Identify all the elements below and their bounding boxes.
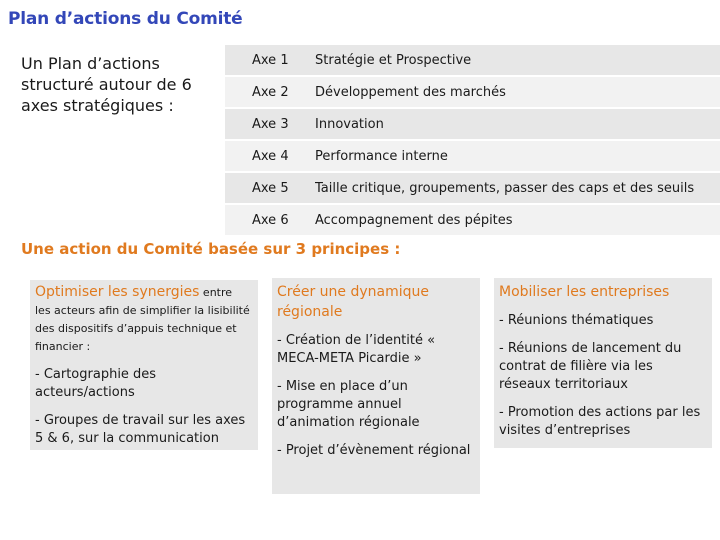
- axe-row: [225, 45, 720, 75]
- axe-row: [225, 205, 720, 235]
- principle-item: - Mise en place d’un programme annuel d’animation régionale: [277, 379, 420, 430]
- axe-number: Axe 5: [252, 180, 289, 196]
- principle-item: - Création de l’identité « MECA-META Picardie »: [277, 333, 436, 366]
- axe-label: Développement des marchés: [315, 84, 506, 100]
- principle-box-synergies: [30, 280, 258, 450]
- principle-item: - Projet d’évènement régional: [277, 443, 471, 458]
- principle-heading: Optimiser les synergies: [35, 284, 200, 300]
- principle-item: - Réunions thématiques: [499, 313, 654, 328]
- axe-row: [225, 141, 720, 171]
- principle-detail: les acteurs afin de simplifier la lisibilité des dispositifs d’appuis technique et financier :: [35, 304, 250, 353]
- axe-label: Performance interne: [315, 148, 448, 164]
- principle-box-dynamique: [272, 278, 480, 494]
- axe-number: Axe 3: [252, 116, 289, 132]
- axe-number: Axe 6: [252, 212, 289, 228]
- page-title: Plan d’actions du Comité: [8, 9, 243, 29]
- axe-label: Accompagnement des pépites: [315, 212, 513, 228]
- principle-item: - Cartographie des acteurs/actions: [35, 367, 157, 400]
- principle-item: - Promotion des actions par les visites d’entreprises: [499, 405, 701, 438]
- principle-heading-suffix: entre: [199, 286, 233, 299]
- intro-text: Un Plan d’actions structuré autour de 6 axes stratégiques :: [21, 54, 192, 115]
- principle-item: - Groupes de travail sur les axes 5 & 6, sur la communication: [35, 413, 246, 446]
- axe-row: [225, 77, 720, 107]
- axe-number: Axe 4: [252, 148, 289, 164]
- axe-row: [225, 109, 720, 139]
- principle-box-entreprises: [494, 278, 712, 448]
- principles-title: Une action du Comité basée sur 3 principes :: [21, 240, 401, 258]
- axe-label: Stratégie et Prospective: [315, 52, 472, 68]
- axe-label: Taille critique, groupements, passer des caps et des seuils: [315, 180, 695, 196]
- axe-row: [225, 173, 720, 203]
- principle-item: - Réunions de lancement du contrat de filière via les réseaux territoriaux: [499, 341, 682, 392]
- principle-heading: Mobiliser les entreprises: [499, 284, 670, 300]
- axes-table: [225, 45, 720, 237]
- axe-number: Axe 1: [252, 52, 289, 68]
- principle-heading: Créer une dynamique régionale: [277, 284, 429, 320]
- axe-number: Axe 2: [252, 84, 289, 100]
- axe-label: Innovation: [315, 116, 384, 132]
